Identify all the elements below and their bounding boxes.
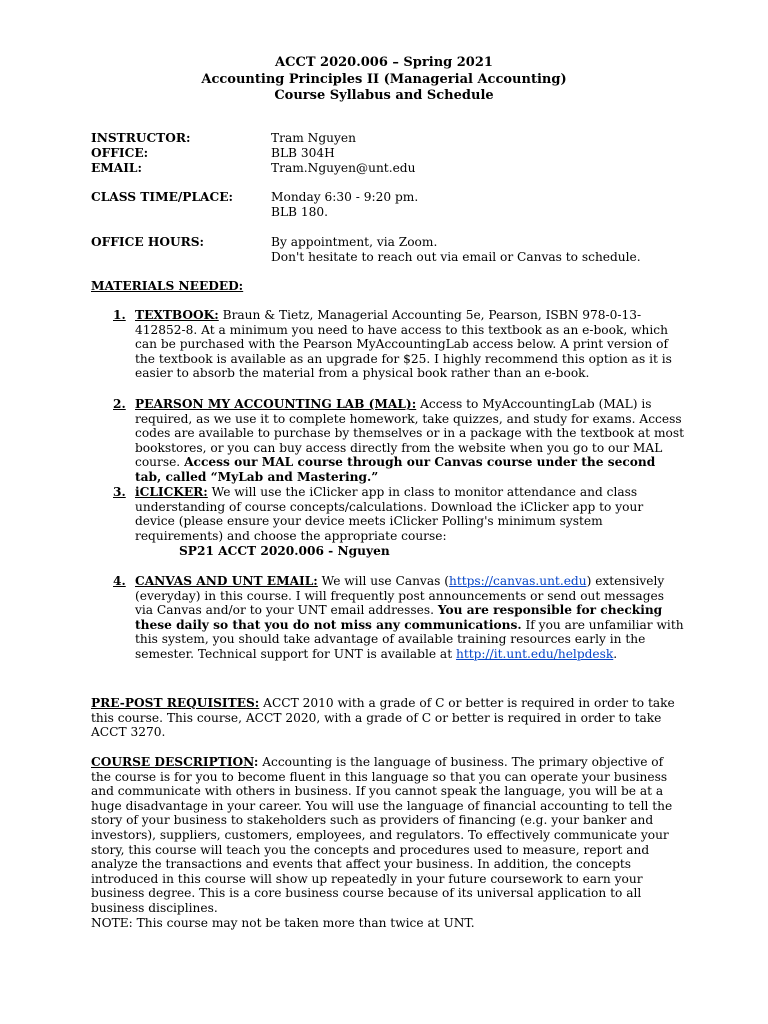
course-description-paragraph: [91, 755, 676, 916]
canvas-link[interactable]: https://canvas.unt.edu: [448, 574, 587, 588]
office-hours-note: Don't hesitate to reach out via email or Canvas to schedule.: [271, 250, 641, 264]
description-heading: COURSE DESCRIPTION: [91, 755, 254, 769]
iclicker-course-code: SP21 ACCT 2020.006 - Nguyen: [179, 544, 390, 559]
item-body: [135, 308, 685, 381]
item-number: 1.: [113, 308, 126, 322]
prerequisites-paragraph: [91, 696, 676, 740]
office-value: BLB 304H: [271, 146, 335, 160]
item-bold-text: You are responsible for checking these daily so that you do not miss any communications.: [135, 603, 663, 632]
office-label: OFFICE:: [91, 146, 149, 160]
item-number: 4.: [113, 574, 126, 588]
item-text: .: [613, 646, 618, 661]
office-hours-note-row: [91, 250, 691, 265]
syllabus-title: Course Syllabus and Schedule: [274, 88, 494, 103]
office-hours-label: OFFICE HOURS:: [91, 235, 205, 249]
prereq-heading: PRE-POST REQUISITES:: [91, 696, 260, 710]
prereq-text: ACCT 2010 with a grade of C or better is required in order to take this course. This course, ACCT 2020, with a grade of C or better is required in order to take ACCT 3270.: [91, 696, 675, 740]
item-text: Braun & Tietz, Managerial Accounting 5e, Pearson, ISBN 978-0-13-412852-8. At a minimum you need to have access to this textbook as an e-book, which can be purchased with the Pearson MyAccountingLab access below. A print version of the textbook is available as an upgrade for $25. I highly recommend this option as it is easier to absorb the material from a physical book rather than an e-book.: [135, 308, 672, 381]
email-value: Tram.Nguyen@unt.edu: [271, 161, 416, 175]
document-title: [0, 55, 768, 105]
class-time-row: [91, 190, 691, 205]
description-text: Accounting is the language of business. The primary objective of the course is for you to become fluent in this language so that you can operate your business and communicate with others in business. If you cannot speak the language, you will be at a huge disadvantage in your career. You will use the language of financial accounting to tell the story of your business to stakeholders such as providers of financing (e.g. your banker and investors), suppliers, customers, employees, and regulators. To effectively communicate your story, this course will teach you the concepts and procedures used to measure, report and analyze the transactions and events that affect your business. In addition, the concepts introduced in this course will show up repeatedly in your future coursework to earn your business degree. This is a core business course because of its universal application to all business disciplines.: [91, 755, 673, 915]
item-body: [135, 574, 685, 662]
email-row: [91, 161, 691, 176]
office-row: [91, 146, 691, 161]
item-text: If you are unfamiliar with this system, you should take advantage of available training resources early in the semester. Technical support for UNT is available at: [135, 617, 684, 661]
note-paragraph: NOTE: This course may not be taken more than twice at UNT.: [91, 916, 475, 930]
item-bold-text: Access our MAL course through our Canvas course under the second tab, called “MyLab and Mastering.”: [135, 455, 656, 484]
course-code-title: ACCT 2020.006 – Spring 2021: [275, 55, 493, 70]
item-text: We will use the iClicker app in class to monitor attendance and class understanding of course concepts/calculations. Download the iClicker app to your device (please ensure your device meets iClicker Polling's minimum system requirements) and choose the appropriate course:: [135, 485, 644, 543]
office-hours-value: By appointment, via Zoom.: [271, 235, 438, 249]
item-body: [135, 397, 685, 485]
materials-heading: MATERIALS NEEDED:: [91, 279, 244, 293]
course-name-title: Accounting Principles II (Managerial Accounting): [201, 71, 567, 87]
item-title: PEARSON MY ACCOUNTING LAB (MAL):: [135, 397, 417, 411]
class-time-label: CLASS TIME/PLACE:: [91, 190, 233, 204]
instructor-value: Tram Nguyen: [271, 131, 356, 145]
instructor-label: INSTRUCTOR:: [91, 131, 191, 145]
class-time-value: Monday 6:30 - 9:20 pm.: [271, 190, 419, 204]
office-hours-row: [91, 235, 691, 250]
class-place-row: [91, 205, 691, 220]
item-text: Access to MyAccountingLab (MAL) is required, as we use it to complete homework, take quizzes, and study for exams. Access codes are available to purchase by themselves or in a package with the textbook at most bookstores, or you can buy access directly from the website when you go to our MAL course.: [135, 397, 685, 470]
item-title: CANVAS AND UNT EMAIL:: [135, 574, 318, 588]
item-title: iCLICKER:: [135, 485, 208, 499]
item-text: We will use Canvas (: [317, 574, 449, 588]
helpdesk-link[interactable]: http://it.unt.edu/helpdesk: [455, 646, 614, 661]
item-number: 2.: [113, 397, 126, 411]
item-text: ) extensively (everyday) in this course. I will frequently post announcements or send out messages via Canvas and/or to your UNT email addresses.: [135, 574, 665, 618]
item-number: 3.: [113, 485, 126, 499]
item-body: [135, 485, 685, 559]
instructor-row: [91, 131, 691, 146]
description-colon: :: [253, 755, 259, 769]
email-label: EMAIL:: [91, 161, 143, 175]
item-title: TEXTBOOK:: [135, 308, 219, 322]
class-place-value: BLB 180.: [271, 205, 329, 219]
